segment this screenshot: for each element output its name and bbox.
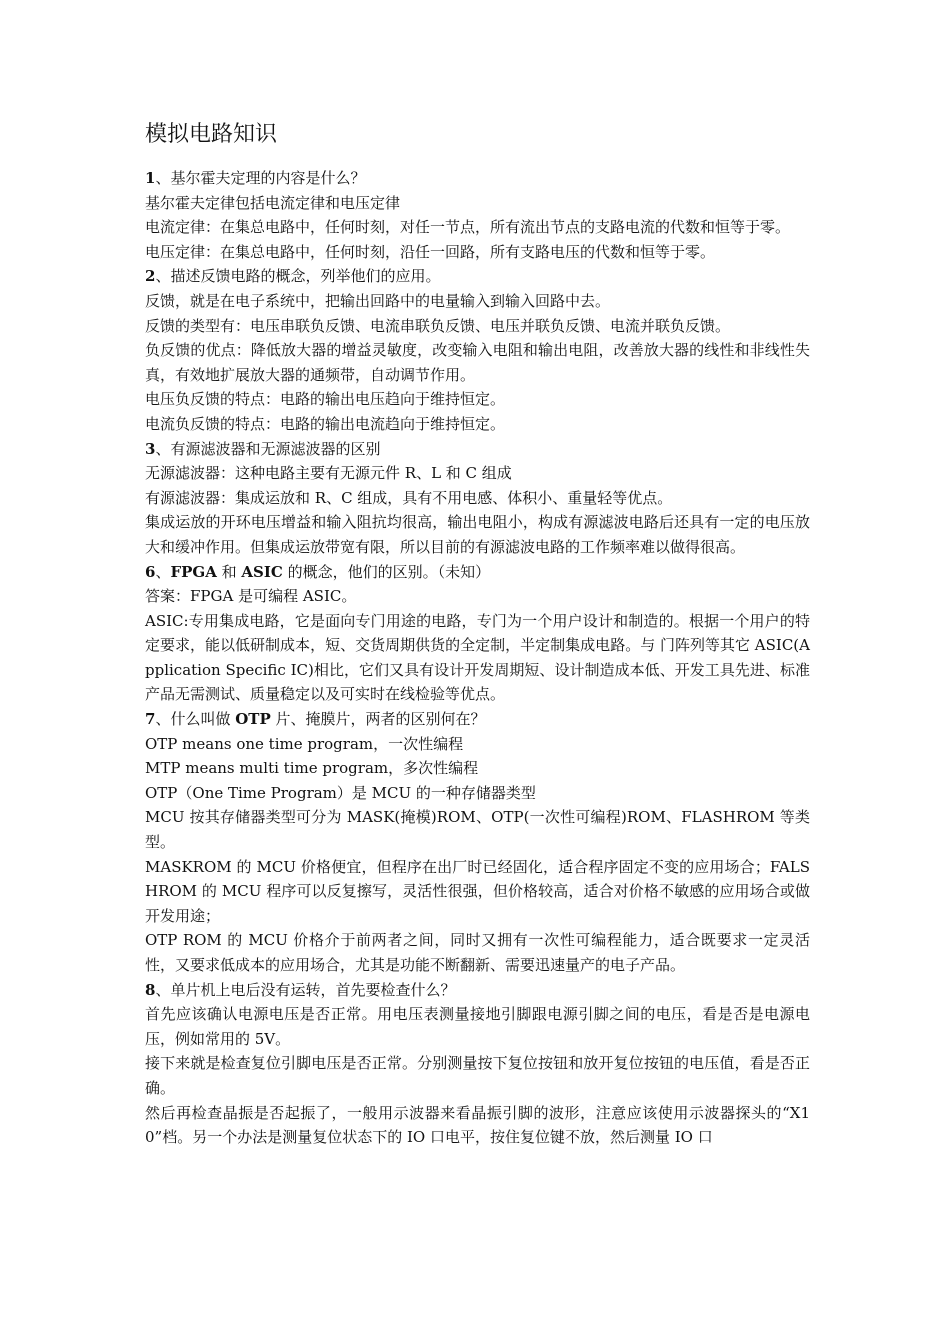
answer-paragraph: MTP means multi time program，多次性编程: [145, 759, 479, 778]
answer-paragraph: ASIC:专用集成电路，它是面向专门用途的电路，专门为一个用户设计和制造的。根据一个用户的特定要求，能以低研制成本，短、交货周期供货的全定制，半定制集成电路。与 门阵列等其它 ASIC(Application Specific IC)相比，它们又具有设计开发周期短、设计制造成本低、开发工具先进、标准产品无需测试、质量稳定以及可实时在线检验等优点。: [145, 611, 810, 704]
answer-paragraph: 电流定律：在集总电路中，任何时刻，对任一节点，所有流出节点的支路电流的代数和恒等于零。: [145, 218, 791, 237]
answer-paragraph: OTP（One Time Program）是 MCU 的一种存储器类型: [145, 783, 536, 802]
question-term: FPGA: [170, 562, 217, 581]
answer-paragraph: 首先应该确认电源电压是否正常。用电压表测量接地引脚跟电源引脚之间的电压，看是否是电源电压，例如常用的 5V。: [145, 1005, 810, 1048]
answer-paragraph: 然后再检查晶振是否起振了，一般用示波器来看晶振引脚的波形，注意应该使用示波器探头的“X10”档。另一个办法是测量复位状态下的 IO 口电平，按住复位键不放，然后测量 IO 口: [145, 1103, 810, 1147]
question-text: 、什么叫做: [155, 710, 236, 729]
question-number: 8: [145, 980, 156, 999]
question-term: OTP: [235, 710, 271, 729]
question-number: 2: [145, 267, 156, 286]
question-number: 7: [145, 710, 156, 729]
answer-paragraph: 电流负反馈的特点：电路的输出电流趋向于维持恒定。: [145, 414, 506, 433]
answer-paragraph: 答案：FPGA 是可编程 ASIC。: [145, 587, 357, 606]
answer-paragraph: 电压定律：在集总电路中，任何时刻，沿任一回路，所有支路电压的代数和恒等于零。: [145, 242, 716, 261]
answer-paragraph: MASKROM 的 MCU 价格便宜，但程序在出厂时已经固化，适合程序固定不变的应用场合；FALSHROM 的 MCU 程序可以反复擦写，灵活性很强，但价格较高，适合对价格不敏感的应用场合或做开发用途；: [145, 857, 810, 925]
question-text: 、有源滤波器和无源滤波器的区别: [155, 439, 381, 458]
answer-paragraph: MCU 按其存储器类型可分为 MASK(掩模)ROM、OTP(一次性可编程)ROM、FLASHROM 等类型。: [145, 808, 810, 852]
answer-paragraph: OTP ROM 的 MCU 价格介于前两者之间，同时又拥有一次性可编程能力，适合既要求一定灵活性，又要求低成本的应用场合，尤其是功能不断翻新、需要迅速量产的电子产品。: [145, 931, 810, 974]
answer-paragraph: 集成运放的开环电压增益和输入阻抗均很高，输出电阻小，构成有源滤波电路后还具有一定的电压放大和缓冲作用。但集成运放带宽有限，所以目前的有源滤波电路的工作频率难以做得很高。: [145, 513, 810, 556]
question-6: [145, 560, 810, 585]
document-body: [145, 166, 810, 1150]
question-1: [145, 166, 810, 191]
question-number: 1: [145, 169, 156, 187]
answer-paragraph: 无源滤波器：这种电路主要有无源元件 R、L 和 C 组成: [145, 464, 512, 483]
question-number: 6: [145, 562, 156, 581]
question-text: 、描述反馈电路的概念，列举他们的应用。: [155, 267, 441, 286]
answer-paragraph: 电压负反馈的特点：电路的输出电压趋向于维持恒定。: [145, 390, 506, 409]
question-8: [145, 978, 810, 1003]
answer-paragraph: 接下来就是检查复位引脚电压是否正常。分别测量按下复位按钮和放开复位按钮的电压值，看是否正确。: [145, 1054, 810, 1097]
answer-paragraph: 基尔霍夫定律包括电流定律和电压定律: [145, 193, 401, 212]
answer-paragraph: OTP means one time program，一次性编程: [145, 734, 464, 753]
answer-paragraph: 反馈的类型有：电压串联负反馈、电流串联负反馈、电压并联负反馈、电流并联负反馈。: [145, 316, 731, 335]
question-text: 、基尔霍夫定理的内容是什么？: [155, 169, 366, 187]
question-2: [145, 264, 810, 289]
answer-paragraph: 负反馈的优点：降低放大器的增益灵敏度，改变输入电阻和输出电阻，改善放大器的线性和非线性失真，有效地扩展放大器的通频带，自动调节作用。: [145, 341, 810, 384]
answer-paragraph: 有源滤波器：集成运放和 R、C 组成，具有不用电感、体积小、重量轻等优点。: [145, 488, 673, 507]
question-3: [145, 437, 810, 462]
answer-paragraph: 反馈，就是在电子系统中，把输出回路中的电量输入到输入回路中去。: [145, 291, 611, 310]
question-7: [145, 707, 810, 732]
question-text: 片、掩膜片，两者的区别何在？: [270, 710, 486, 729]
question-number: 3: [145, 439, 156, 458]
question-text: 和: [216, 562, 242, 581]
question-text: 的概念，他们的区别。（未知）: [282, 562, 491, 581]
question-text: 、: [155, 562, 171, 581]
page-title: 模拟电路知识: [145, 122, 278, 147]
question-text: 、单片机上电后没有运转，首先要检查什么？: [155, 980, 456, 999]
question-term: ASIC: [241, 562, 283, 581]
